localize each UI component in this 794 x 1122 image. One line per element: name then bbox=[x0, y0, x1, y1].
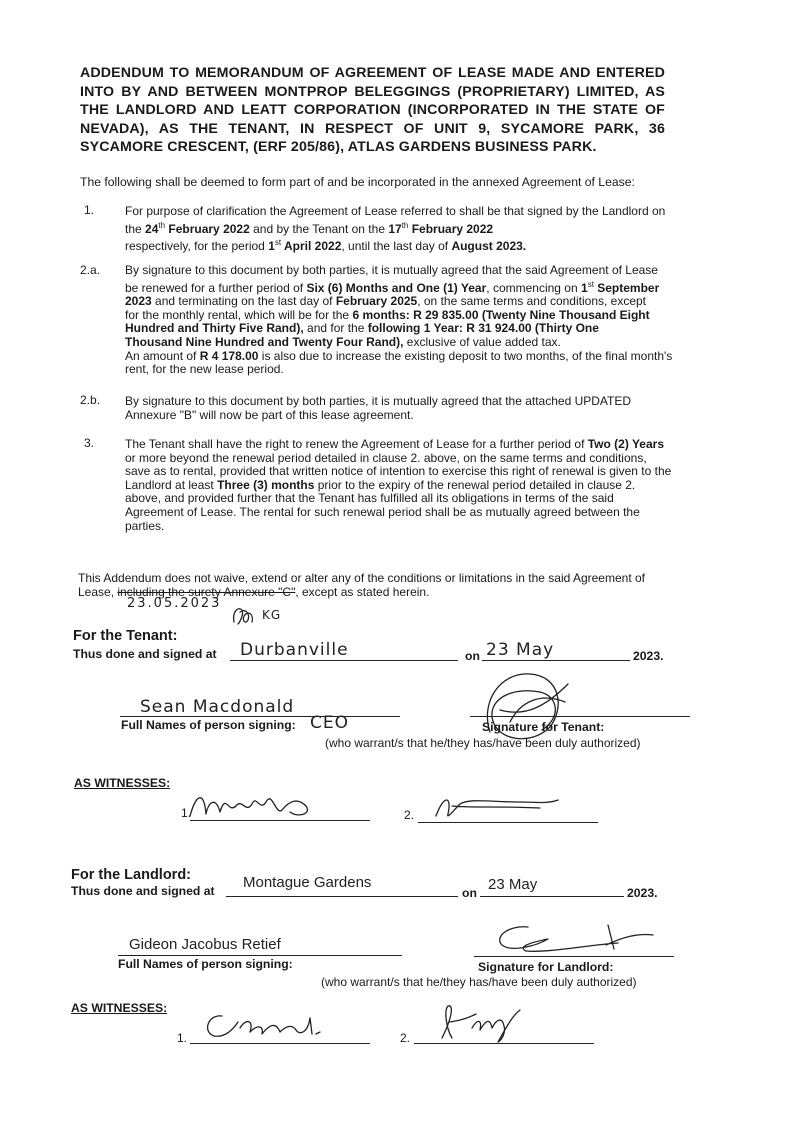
landlord-date: 23 May bbox=[488, 876, 538, 893]
landlord-heading: For the Landlord: bbox=[71, 867, 192, 883]
clause-line: By signature to this document by both parties, it is mutually agreed that the said Agreement of Lease bbox=[125, 263, 658, 277]
clause-line: be renewed for a further period of Six (6) Months and One (1) Year, commencing on 1st September bbox=[125, 279, 660, 295]
clause-line: parties. bbox=[125, 518, 165, 533]
clause-3 bbox=[125, 438, 671, 533]
clause-line: 2023 and terminating on the last day of February 2025, on the same terms and conditions, except bbox=[125, 294, 647, 309]
waiver-line: This Addendum does not waive, extend or alter any of the conditions or limitations in the said Agreement of bbox=[78, 571, 645, 585]
landlord-signature-label: Signature for Landlord: bbox=[478, 960, 614, 974]
clause-line: Thousand Nine Hundred and Twenty Four Rand), exclusive of value added tax. bbox=[125, 334, 561, 349]
tenant-place: Durbanville bbox=[240, 640, 349, 660]
tenant-signer-name: Sean Macdonald bbox=[140, 697, 295, 717]
landlord-place: Montague Gardens bbox=[243, 874, 372, 891]
witness-line bbox=[190, 1043, 370, 1044]
date-line bbox=[480, 896, 624, 897]
clause-1 bbox=[125, 205, 665, 254]
clause-line: Agreement of Lease. The rental for such renewal period shall be as mutually agreed between the bbox=[125, 504, 640, 519]
witness-line bbox=[418, 822, 598, 823]
tenant-year: 2023. bbox=[633, 649, 664, 663]
clause-line: Annexure "B" will now be part of this lease agreement. bbox=[125, 407, 414, 422]
signature-line bbox=[474, 956, 674, 957]
name-line bbox=[120, 716, 400, 717]
title-line: THE LANDLORD AND LEATT CORPORATION (INCORPORATED IN THE STATE OF bbox=[80, 102, 665, 118]
clause-line: the 24th February 2022 and by the Tenant on the 17th February 2022 bbox=[125, 220, 494, 236]
document-title bbox=[80, 64, 665, 157]
clause-line: Hundred and Thirty Five Rand), and for the following 1 Year: R 31 924.00 (Thirty One bbox=[125, 321, 599, 336]
intro-text: The following shall be deemed to form part of and be incorporated in the annexed Agreement of Lease: bbox=[80, 175, 635, 189]
landlord-signature-icon bbox=[488, 915, 658, 960]
clause-line: for the monthly rental, which will be for the 6 months: R 29 835.00 (Twenty Nine Thousand Eight bbox=[125, 307, 650, 322]
witness-number: 2. bbox=[404, 808, 415, 822]
clause-3-number: 3. bbox=[84, 436, 95, 450]
tenant-signature-label: Signature for Tenant: bbox=[482, 720, 605, 734]
name-line bbox=[118, 955, 402, 956]
witness-number: 1. bbox=[181, 806, 192, 820]
handwritten-initials: KG bbox=[262, 608, 282, 622]
tenant-date: 23 May bbox=[486, 640, 555, 660]
place-line bbox=[226, 896, 458, 897]
witness-number: 2. bbox=[400, 1031, 411, 1045]
handwritten-date: 23.05.2023 bbox=[127, 596, 222, 611]
clause-2a bbox=[125, 264, 672, 377]
landlord-signer-name: Gideon Jacobus Retief bbox=[129, 936, 281, 953]
tenant-warrant: (who warrant/s that he/they has/have been duly authorized) bbox=[325, 736, 641, 750]
landlord-warrant: (who warrant/s that he/they has/have been duly authorized) bbox=[321, 975, 637, 989]
tenant-on-label: on bbox=[465, 649, 480, 663]
landlord-year: 2023. bbox=[627, 886, 658, 900]
clause-line: For purpose of clarification the Agreement of Lease referred to shall be that signed by the Landlord on bbox=[125, 204, 666, 218]
clause-line: above, and provided further that the Tenant has fulfilled all its obligations in terms of the said bbox=[125, 491, 614, 506]
clause-line: save as to rental, provided that written notice of intention to exercise this right of renewal is given to the bbox=[125, 464, 672, 479]
landlord-on-label: on bbox=[462, 886, 477, 900]
clause-line: rent, for the new lease period. bbox=[125, 362, 284, 377]
struck-text: including the surety Annexure "C" bbox=[117, 584, 296, 599]
clause-2b bbox=[125, 395, 631, 422]
signature-line bbox=[470, 716, 690, 717]
landlord-witness-2-signature-icon bbox=[432, 998, 532, 1046]
witness-line bbox=[414, 1043, 594, 1044]
initials-scribble-icon bbox=[230, 604, 260, 628]
waiver-line: Lease, including the surety Annexure "C", except as stated herein. bbox=[78, 584, 430, 599]
clause-line: respectively, for the period 1st April 2022, until the last day of August 2023. bbox=[125, 238, 527, 254]
witness-number: 1. bbox=[177, 1031, 188, 1045]
tenant-capacity: CEO bbox=[310, 713, 349, 733]
tenant-witnesses-heading: AS WITNESSES: bbox=[74, 776, 171, 790]
title-line: INTO BY AND BETWEEN MONTPROP BELEGGINGS (PROPRIETARY) LIMITED, AS bbox=[80, 83, 665, 100]
clause-line: An amount of R 4 178.00 is also due to increase the existing deposit to two months, of the final month's bbox=[125, 348, 673, 363]
landlord-witness-1-signature-icon bbox=[200, 1006, 330, 1042]
clause-line: The Tenant shall have the right to renew the Agreement of Lease for a further period of Two (2) Years bbox=[125, 437, 664, 451]
landlord-done-label: Thus done and signed at bbox=[71, 884, 215, 898]
landlord-witnesses-heading: AS WITNESSES: bbox=[71, 1001, 168, 1015]
tenant-done-label: Thus done and signed at bbox=[73, 647, 217, 661]
clause-line: Landlord at least Three (3) months prior to the expiry of the renewal period detailed in clause 2. bbox=[125, 477, 636, 492]
clause-1-number: 1. bbox=[84, 203, 95, 217]
date-line bbox=[482, 660, 630, 661]
clause-line: or more beyond the renewal period detailed in clause 2. above, on the same terms and conditions, bbox=[125, 450, 647, 465]
tenant-witness-2-signature-icon bbox=[430, 790, 570, 824]
place-line bbox=[230, 660, 458, 661]
tenant-witness-1-signature-icon bbox=[186, 784, 326, 824]
tenant-full-names-label: Full Names of person signing: bbox=[121, 718, 296, 732]
landlord-full-names-label: Full Names of person signing: bbox=[118, 957, 293, 971]
tenant-heading: For the Tenant: bbox=[73, 628, 178, 644]
title-line: SYCAMORE CRESCENT, (ERF 205/86), ATLAS GARDENS BUSINESS PARK. bbox=[80, 139, 597, 155]
witness-line bbox=[190, 820, 370, 821]
clause-2b-number: 2.b. bbox=[80, 393, 101, 407]
clause-2a-number: 2.a. bbox=[80, 263, 101, 277]
title-line: ADDENDUM TO MEMORANDUM OF AGREEMENT OF LEASE MADE AND ENTERED bbox=[80, 65, 665, 81]
clause-line: By signature to this document by both parties, it is mutually agreed that the attached UPDATED bbox=[125, 394, 632, 408]
title-line: NEVADA), AS THE TENANT, IN RESPECT OF UNIT 9, SYCAMORE PARK, 36 bbox=[80, 120, 665, 137]
